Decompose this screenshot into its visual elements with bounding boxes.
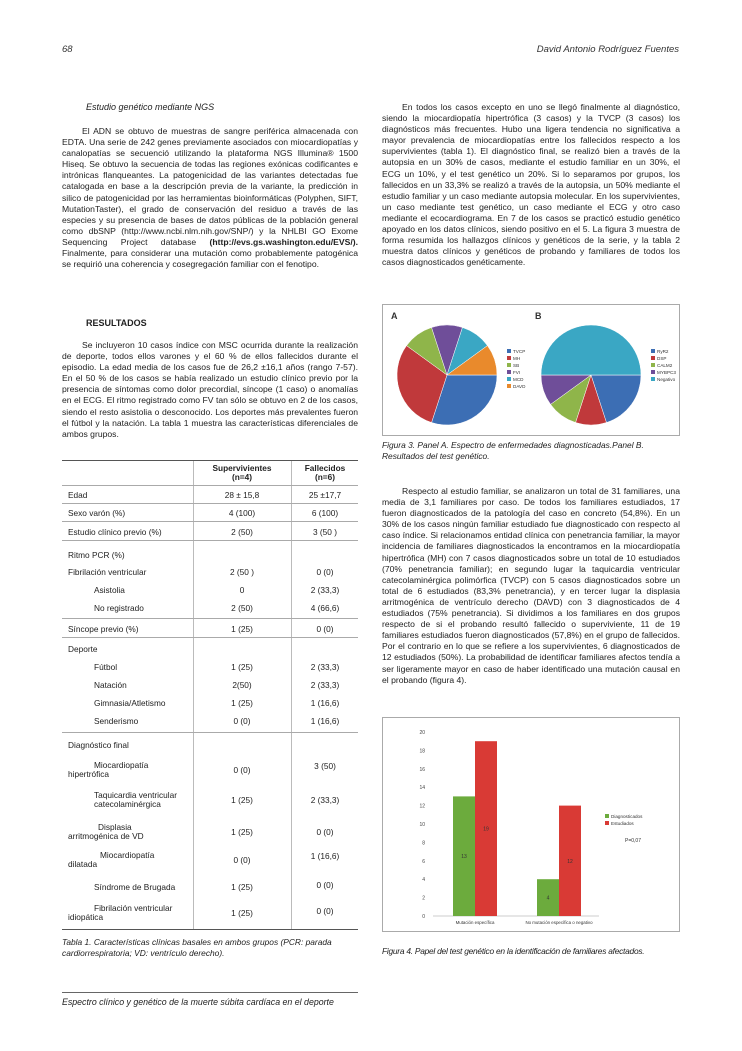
- diagnostico-paragraph: En todos los casos excepto en uno se llegó finalmente al diagnóstico, siendo la miocardiopatía hipertrófica (3 casos) y la TVCP (3 casos) los diagnósticos más frecuentes. Hubo una ligera tendencia no significativa a mayor prevalencia de miocardiopatías entre los fallecidos respecto a los supervivientes (tabla 1). El diagnóstico final, se realizó bien a través de la autopsia en un 30% de casos, mediante el estudio familiar en un 30%, el ECG un 10%, y el test genético un 20%. Si lo separamos por grupos, los fallecidos en un 33,3% se realizó a través de la autopsia, un 50% mediante el estudio familiar y un caso mediante autopsia molecular. En los supervivientes, un caso mediante test genético, un caso mediante el ECG y otro caso mediante el ecocardiograma. En 7 de los casos se practicó estudio genético apoyado en los datos clínicos, siendo positivo en el 5. La figura 3 muestra de forma resumida los hallazgos clínicos y genéticos de la serie, y la tabla 2 muestra datos clínicos y genéticos de probando y familiares de todos los casos diagnosticados genéticamente.: [382, 102, 680, 268]
- y-tick-label: 18: [419, 748, 425, 755]
- bar-data-label: 12: [567, 858, 573, 865]
- table-group-deporte: Deporte Fútbol 1 (25) 2 (33,3) Natación 2(50) 2 (33,3) Gimnasia/Atletismo 1 (25) 1 (16,6) Senderismo 0 (0) 1 (16,6): [62, 638, 358, 733]
- bar-data-label: 19: [483, 826, 489, 833]
- table-group-ritmo: Ritmo PCR (%) Fibrilación ventricular 2 (50 ) 0 (0) Asistolia 0 2 (33,3) No registrado 2 (50) 4 (66,6): [62, 541, 358, 619]
- legend-label: DSP: [657, 356, 667, 361]
- legend-label: MH: [513, 356, 521, 361]
- figure-3-pies: [383, 305, 679, 435]
- y-tick-label: 6: [422, 858, 425, 865]
- y-tick-label: 14: [419, 785, 425, 792]
- table-1: [62, 460, 358, 930]
- figure-3-caption: Figura 3. Panel A. Espectro de enfermedades diagnosticadas.Panel B. Resultados del test genético.: [382, 440, 644, 461]
- legend-swatch: [507, 349, 511, 353]
- x-tick-label: No mutación específica o negativo: [525, 920, 593, 925]
- y-tick-label: 0: [422, 914, 425, 920]
- y-tick-label: 4: [422, 877, 425, 884]
- legend-swatch: [651, 349, 655, 353]
- panel-label: B: [535, 311, 542, 321]
- legend-label: RyR2: [657, 349, 669, 354]
- legend-swatch: [507, 370, 511, 374]
- bar-data-label: 4: [546, 895, 550, 902]
- footer-running-title: Espectro clínico y genético de la muerte súbita cardíaca en el deporte: [62, 997, 334, 1007]
- y-tick-label: 8: [422, 840, 425, 847]
- legend-label: Diagnosticados: [611, 814, 643, 819]
- legend-swatch: [507, 356, 511, 360]
- familiar-paragraph: Respecto al estudio familiar, se analizaron un total de 31 familiares, una media de 3,1 familiares por caso. De todos los familiares estudiados, 17 fueron diagnosticados de la patología del caso en concreto (54,8%). En un 30% de los casos ningún familiar estudiado fue diagnosticado con respecto al caso índice. Si relacionamos entidad clínica con penetrancia familiar, la mayor incidencia de familiares diagnosticados la encontramos en la miocardiopatía hipertrófica (MH) con 7 casos diagnosticados sobre un total de 10 estudiados (70% penetrancia familiar); en segundo lugar la taquicardia ventricular catecolaminérgica polimórfica (TVCP) con 5 casos diagnosticados sobre un total de 6 estudiados (83,3% penetrancia), y en tercer lugar la displasia arritmogénica de ventrículo derecho (DAVD) con 3 diagnosticados de 4 estudiados (75% penetrancia). Si dividimos a los familiares en dos grupos respecto de si el probando resultó fallecido o superviviente, 11 de 19 familiares estudiados fueron diagnosticados (57,8%) en el grupo de fallecidos. Por el contrario en lo que se refiere a los supervivientes, 6 diagnosticados de 12 estudiados (50%). La probabilidad de identificar familiares afectos tendía a ser ligeramente mayor en caso de haber identificado una mutación causal en el probando (figura 4).: [382, 486, 680, 685]
- section-title-ngs: Estudio genético mediante NGS: [86, 102, 215, 112]
- legend-label: MYBPC3: [657, 370, 676, 375]
- table-row: Síncope previo (%) 1 (25) 0 (0): [62, 619, 358, 638]
- legend-swatch: [507, 363, 511, 367]
- figure-3: [382, 304, 680, 436]
- legend-label: Negativo: [657, 377, 676, 382]
- figure-4-bar-chart: [383, 718, 679, 931]
- legend-label: SB: [513, 363, 520, 368]
- legend-label: TVCP: [513, 349, 526, 354]
- page-number: 68: [62, 44, 73, 55]
- table-row: Edad 28 ± 15,8 25 ±17,7: [62, 486, 358, 504]
- legend-label: Estudiados: [611, 821, 634, 826]
- evs-link[interactable]: (http://evs.gs.washington.edu/EVS/).: [209, 236, 359, 247]
- table-row: Sexo varón (%) 4 (100) 6 (100): [62, 504, 358, 522]
- table-group-diagnostico: Diagnóstico final Miocardiopatía hipertrófica 0 (0) 3 (50) Taquicardia ventricular catecolaminérgica 1 (25) 2 (33,3) Displasia arritmogénica de VD 1 (25) 0 (0) Miocardiopatía dilatada 0 (0) 1 (16,6) Síndrome de Brugada 1 (25) 0 (0) Fibrilación ventricular idiopática 1 (25) 0 (0): [62, 733, 358, 930]
- legend-swatch: [507, 384, 511, 388]
- footer-rule: [62, 992, 358, 993]
- table-header-row: Supervivientes (n=4) Fallecidos (n=6): [62, 461, 358, 486]
- bar-data-label: 13: [461, 854, 467, 861]
- legend-label: DAVD: [513, 384, 526, 389]
- table-row: Estudio clínico previo (%) 2 (50) 3 (50 ): [62, 522, 358, 541]
- legend-label: MCD: [513, 377, 524, 382]
- x-tick-label: Mutación específica: [455, 920, 495, 925]
- ngs-paragraph: El ADN se obtuvo de muestras de sangre periférica almacenada con EDTA. Una serie de 242 genes previamente asociados con miocardiopatías y canalopatías se secuenció utilizando la plataforma NGS Illumina® 1500 Hiseq. Se obtuvo la secuencia de todas las regiones exónicas codificantes e intrónicas flanqueantes. La patogenicidad de las variantes detectadas fue catalogada en base a la descripción previa de la variante, la predicción in silico de patogenicidad por las herramientas bioinformáticas (Polyphen, SIFT, MutationTaster), el grado de conservación del residuo a través de las especies y su presencia de bases de datos públicas de la población general como dbSNP (http://www.ncbi.nlm.nih.gov/SNP/) y la NHLBI GO Exome Sequencing Project database (http://evs.gs.washington.edu/EVS/). Finalmente, para considerar una mutación como probablemente patogénica se requirió una coherencia y cosegregación familiar con el fenotipo.: [62, 126, 359, 270]
- figure-4-caption: Figura 4. Papel del test genético en la identificación de familiares afectados.: [382, 946, 645, 956]
- y-tick-label: 12: [419, 803, 425, 810]
- y-tick-label: 16: [419, 766, 425, 773]
- table-1-caption: Tabla 1. Características clínicas basales en ambos grupos (PCR: parada cardiorrespiratoria; VD: ventrículo derecho).: [62, 937, 332, 958]
- y-tick-label: 2: [422, 895, 425, 902]
- legend-swatch: [651, 363, 655, 367]
- p-value-annotation: P=0,07: [625, 838, 641, 844]
- resultados-paragraph: Se incluyeron 10 casos índice con MSC ocurrida durante la realización de deporte, todos ellos varones y el 60 % de ellos fallecidos durante el episodio. La edad media de los casos fue de 26,2 ±16,1 años (rango 7-57). En el 50 % de los casos se había realizado un estudio clínico previo por la presencia de síntomas como dolor precordial, síncope (1 caso) o anomalías en el ECG. El ritmo registrado como FV tan sólo se obtuvo en 2 de los casos, siendo el resto asistolia o desconocido. Los deportes más prevalentes fueron el fútbol y la natación. La tabla 1 muestra las características diferenciales de ambos grupos.: [62, 340, 358, 439]
- section-title-resultados: RESULTADOS: [86, 318, 147, 328]
- legend-swatch: [651, 377, 655, 381]
- figure-4: [382, 717, 680, 932]
- pie-slice: [541, 325, 641, 375]
- legend-swatch: [651, 356, 655, 360]
- legend-label: FVI: [513, 370, 521, 375]
- panel-label: A: [391, 311, 398, 321]
- y-tick-label: 10: [419, 822, 425, 828]
- y-tick-label: 20: [419, 730, 425, 736]
- legend-swatch: [605, 821, 609, 825]
- legend-swatch: [507, 377, 511, 381]
- legend-swatch: [651, 370, 655, 374]
- legend-swatch: [605, 814, 609, 818]
- running-header-author: David Antonio Rodríguez Fuentes: [536, 44, 679, 55]
- legend-label: CALM2: [657, 363, 673, 368]
